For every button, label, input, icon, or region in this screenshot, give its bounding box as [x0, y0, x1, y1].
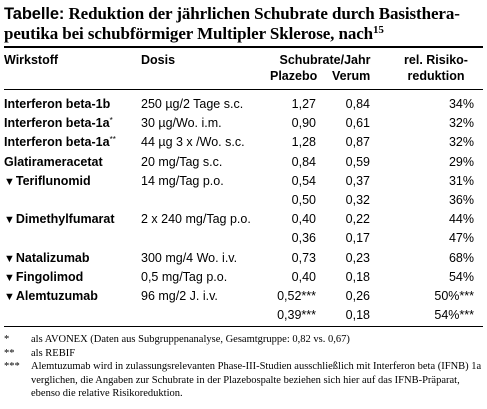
header-dosis: Dosis — [141, 53, 176, 67]
cell-verum: 0,18 — [345, 308, 370, 323]
cell-dosis: 30 µg/Wo. i.m. — [141, 116, 222, 131]
footnote-reference: ** — [109, 135, 116, 145]
cell-wirkstoff — [4, 174, 91, 190]
header-risiko-line-2: reduktion — [407, 69, 465, 83]
title-line-1: Reduktion der jährlichen Schubrate durch Basisthera- — [64, 4, 460, 23]
cell-verum: 0,84 — [345, 97, 370, 111]
cell-wirkstoff — [4, 212, 115, 228]
cell-verum: 0,22 — [345, 212, 370, 227]
wirkstoff-name: Fingolimod — [15, 269, 84, 284]
cell-placebo: 0,84 — [291, 154, 316, 169]
wirkstoff-name: Alemtuzumab — [15, 289, 98, 303]
cell-verum: 0,37 — [345, 173, 370, 188]
title-line-2: peutika bei schubförmiger Multipler Sklerose, nach — [4, 24, 374, 43]
black-triangle-icon: ▼ — [4, 271, 15, 284]
cell-wirkstoff — [4, 155, 103, 170]
cell-wirkstoff — [4, 289, 98, 305]
cell-wirkstoff — [4, 97, 110, 112]
cell-placebo: 0,54 — [291, 173, 316, 188]
header-schubrate: Schubrate/Jahr — [279, 53, 371, 67]
footnote — [4, 333, 484, 347]
cell-placebo: 0,52*** — [277, 289, 316, 303]
cell-placebo: 0,36 — [291, 231, 316, 246]
header-placebo: Plazebo — [270, 69, 318, 83]
cell-dosis: 96 mg/2 J. i.v. — [141, 289, 218, 303]
footnote-text: als REBIF — [31, 347, 76, 359]
cell-placebo: 1,28 — [291, 135, 316, 150]
cell-dosis: 20 mg/Tag s.c. — [141, 154, 223, 169]
cell-dosis: 14 mg/Tag p.o. — [141, 173, 224, 188]
cell-rr: 32% — [448, 116, 474, 131]
cell-rr: 44% — [448, 212, 474, 227]
cell-rr: 32% — [448, 135, 474, 150]
cell-verum: 0,32 — [345, 193, 370, 207]
footnote-mark: *** — [4, 361, 20, 372]
cell-wirkstoff — [4, 270, 83, 286]
cell-rr: 68% — [448, 250, 474, 265]
cell-dosis: 250 µg/2 Tage s.c. — [141, 97, 244, 111]
cell-verum: 0,61 — [345, 116, 370, 131]
cell-wirkstoff — [4, 116, 113, 131]
wirkstoff-name: Interferon beta-1a — [4, 116, 110, 131]
title-lead: Tabelle: — [4, 5, 65, 23]
cell-rr: 54%*** — [434, 308, 474, 323]
wirkstoff-name: Natalizumab — [15, 250, 90, 265]
footnote-text: als AVONEX (Daten aus Subgruppenanalyse, Gesamtgruppe: 0,82 vs. 0,67) — [31, 334, 350, 345]
cell-placebo: 0,40 — [291, 212, 316, 227]
cell-placebo: 0,40 — [291, 269, 316, 284]
header-wirkstoff: Wirkstoff — [4, 53, 59, 67]
header-risiko-line-1: rel. Risiko- — [404, 53, 468, 67]
cell-verum: 0,59 — [345, 154, 370, 169]
title-reference: 15 — [373, 24, 384, 36]
cell-dosis: 0,5 mg/Tag p.o. — [141, 269, 228, 284]
cell-rr: 36% — [448, 193, 474, 207]
cell-placebo: 0,50 — [291, 193, 316, 207]
table-bottom-rule — [4, 326, 483, 327]
footnote-mark: ** — [4, 347, 15, 359]
cell-dosis: 2 x 240 mg/Tag p.o. — [141, 212, 251, 227]
black-triangle-icon: ▼ — [4, 252, 15, 265]
table-top-rule — [4, 46, 483, 48]
cell-placebo: 1,27 — [291, 97, 316, 111]
footnotes — [4, 333, 484, 401]
footnote — [4, 360, 484, 401]
cell-placebo: 0,90 — [291, 116, 316, 131]
footnote-reference: * — [109, 116, 113, 126]
footnote-mark: * — [4, 334, 10, 345]
cell-dosis: 44 µg 3 x /Wo. s.c. — [141, 135, 245, 150]
black-triangle-icon: ▼ — [4, 214, 15, 227]
wirkstoff-name: Teriflunomid — [15, 173, 91, 188]
black-triangle-icon: ▼ — [4, 175, 15, 188]
cell-dosis: 300 mg/4 Wo. i.v. — [141, 250, 238, 265]
footnote-text: Alemtuzumab wird in zulassungsrelevanten Phase-III-Studien ausschließlich mit Interferon beta (IFNB) 1a verglichen, die Angaben zur Schubrate in der Plazebospalte beziehen sich hier auf das IFNB-Präparat, ebenso die relative Risikoreduktion. — [31, 361, 482, 399]
cell-rr: 34% — [448, 97, 474, 111]
cell-placebo: 0,39*** — [277, 308, 316, 323]
footnote — [4, 347, 484, 361]
cell-placebo: 0,73 — [291, 250, 316, 265]
cell-rr: 29% — [448, 154, 474, 169]
cell-wirkstoff — [4, 251, 90, 267]
cell-rr: 50%*** — [434, 289, 474, 303]
cell-rr: 47% — [448, 231, 474, 246]
cell-verum: 0,17 — [345, 231, 370, 246]
table-title — [4, 4, 482, 43]
cell-rr: 54% — [448, 269, 474, 284]
header-rule — [4, 89, 483, 90]
wirkstoff-name: Interferon beta-1b — [4, 97, 111, 111]
cell-rr: 31% — [448, 173, 474, 188]
wirkstoff-name: Dimethylfumarat — [15, 212, 115, 227]
cell-verum: 0,18 — [345, 269, 370, 284]
cell-wirkstoff — [4, 135, 116, 150]
cell-verum: 0,87 — [345, 135, 370, 150]
cell-verum: 0,23 — [345, 250, 370, 265]
black-triangle-icon: ▼ — [4, 291, 15, 303]
wirkstoff-name: Glatirameracetat — [4, 154, 103, 169]
cell-verum: 0,26 — [345, 289, 370, 303]
wirkstoff-name: Interferon beta-1a — [4, 135, 110, 150]
header-verum: Verum — [332, 69, 371, 83]
